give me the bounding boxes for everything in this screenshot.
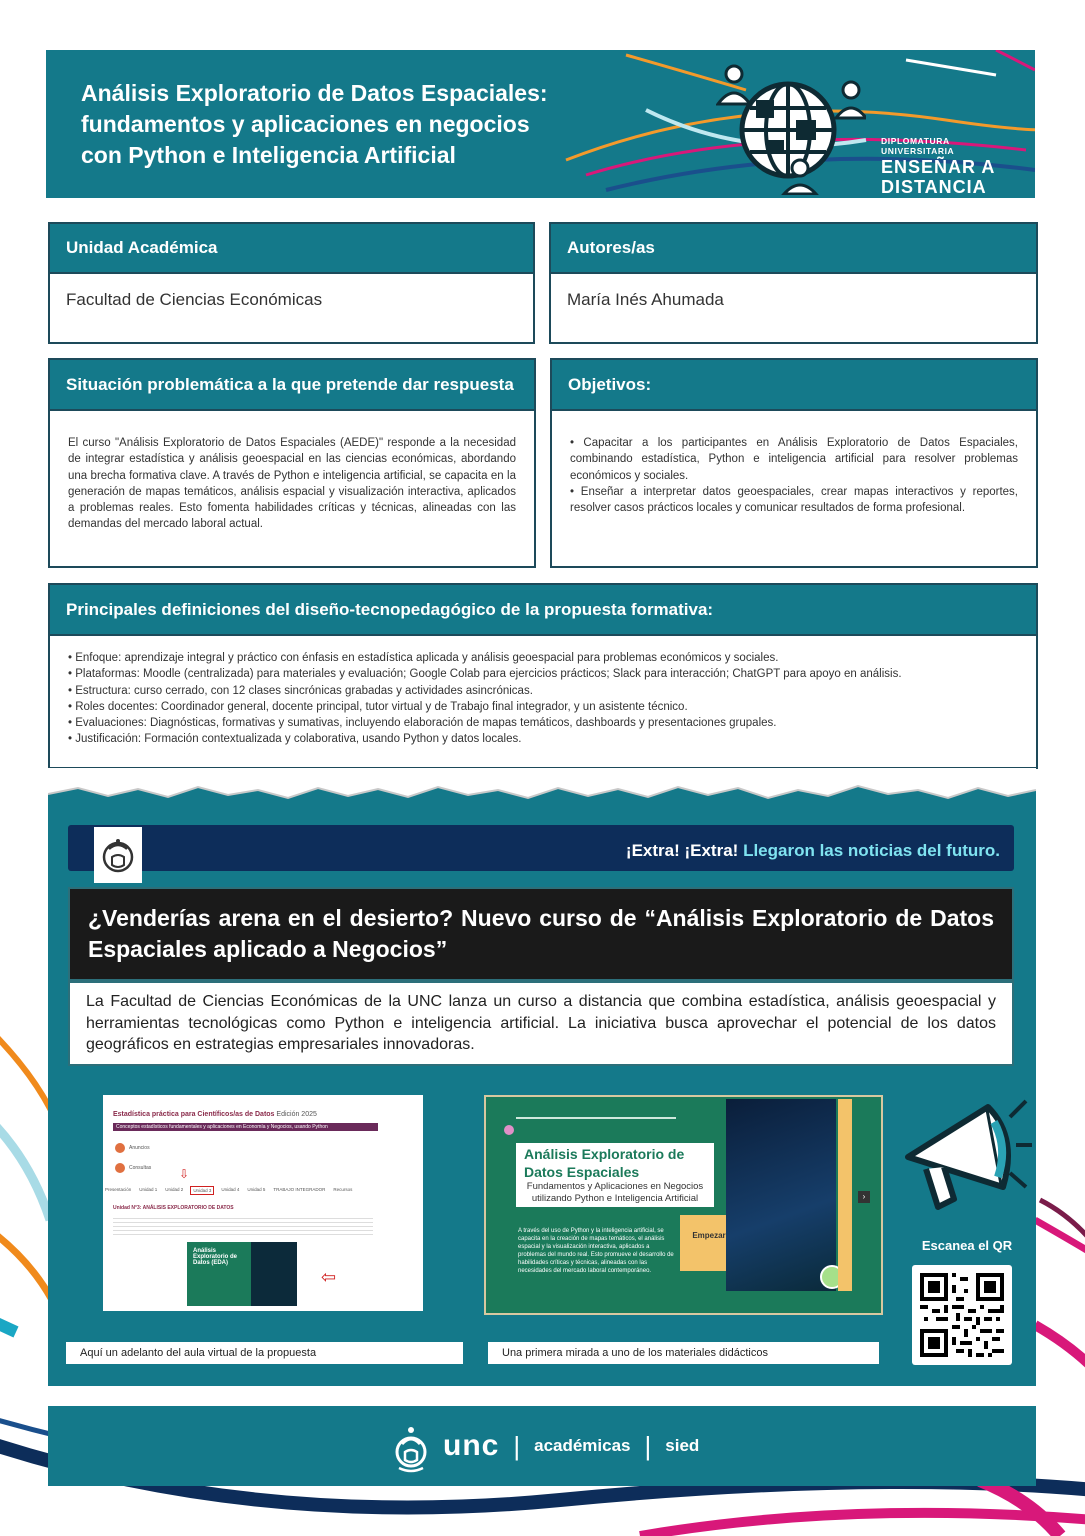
- autores-heading: Autores/as: [551, 224, 1036, 274]
- news-section: [48, 775, 1036, 1386]
- shot2-subtitle-1: Fundamentos y Aplicaciones en Negocios: [526, 1181, 704, 1192]
- shot1-tab: Presentación: [105, 1187, 132, 1192]
- didactic-material-screenshot: [484, 1095, 883, 1315]
- shot1-card-image: [251, 1242, 297, 1306]
- empezar-button[interactable]: Empezar: [680, 1215, 738, 1271]
- shot2-subtitle-2: utilizando Python e Inteligencia Artificial: [531, 1193, 699, 1204]
- footer-logos: [391, 1416, 699, 1476]
- situacion-box: [48, 358, 536, 568]
- unidad-academica-box: [48, 222, 535, 344]
- shot1-card-title: Análisis Exploratorio de Datos (EDA): [193, 1248, 238, 1266]
- definicion-item: • Justificación: Formación contextualizada y colaborativa, usando Python y datos locales.: [68, 731, 1018, 747]
- shot2-tech-image: [726, 1099, 836, 1291]
- footer-separator: |: [644, 1430, 652, 1461]
- shot2-top-line: [516, 1117, 676, 1119]
- shot1-link-2: Consultas: [129, 1165, 152, 1171]
- shot1-tab: TRABAJO INTEGRADOR: [273, 1187, 326, 1192]
- caption-didactic-material: Una primera mirada a uno de los materiales didácticos: [488, 1342, 879, 1364]
- definiciones-heading: Principales definiciones del diseño-tecnopedagógico de la propuesta formativa:: [50, 585, 1036, 636]
- definiciones-box: [48, 583, 1038, 769]
- footer-sied: sied: [665, 1436, 700, 1455]
- shot2-title-box: [516, 1143, 714, 1207]
- next-slide-icon[interactable]: ›: [858, 1191, 870, 1203]
- red-arrow-down-icon: ⇩: [179, 1167, 190, 1181]
- caption-virtual-classroom: Aquí un adelanto del aula virtual de la propuesta: [66, 1342, 463, 1364]
- news-headline: ¿Venderías arena en el desierto? Nuevo curso de “Análisis Exploratorio de Datos Espaciales aplicado a Negocios”: [68, 887, 1014, 981]
- shot2-side-panel: [838, 1099, 852, 1291]
- shot1-text-lines: [113, 1215, 373, 1237]
- objetivos-box: [550, 358, 1038, 568]
- shot1-tab: Unidad 5: [247, 1187, 266, 1192]
- unidad-academica-heading: Unidad Académica: [50, 224, 533, 274]
- definicion-item: • Enfoque: aprendizaje integral y práctico con énfasis en estadística aplicada y análisis geoespacial para problemas económicos y sociales.: [68, 650, 1018, 666]
- header-banner: [46, 50, 1035, 198]
- news-navbar: [68, 825, 1014, 871]
- extra-label: ¡Extra! ¡Extra!: [625, 841, 739, 860]
- qr-code[interactable]: [912, 1265, 1012, 1365]
- megaphone-icon: [898, 1087, 1033, 1227]
- shot1-tabs: [105, 1187, 352, 1194]
- shot1-link-1: Anuncios: [129, 1145, 150, 1151]
- definicion-item: • Plataformas: Moodle (centralizada) para materiales y evaluación; Google Colab para ejercicios prácticos; Slack para interacción; ChatGPT para apoyo en análisis.: [68, 666, 1018, 682]
- red-arrow-left-icon: ⇦: [321, 1267, 337, 1287]
- poster-title: Análisis Exploratorio de Datos Espaciales: fundamentos y aplicaciones en negocios con Python e Inteligencia Artificial: [81, 80, 548, 168]
- footer-academicas: académicas: [534, 1436, 631, 1455]
- unidad-academica-value: Facultad de Ciencias Económicas: [66, 290, 323, 309]
- brand-small-text: DIPLOMATURA UNIVERSITARIA: [881, 136, 955, 156]
- shot1-subtitle: Conceptos estadísticos fundamentales y aplicaciones en Economía y Negocios, usando Python: [113, 1123, 378, 1131]
- brand-logo: [881, 136, 1021, 198]
- objetivos-item-2: • Enseñar a interpretar datos geoespaciales, crear mapas interactivos y reportes, resolver casos prácticos locales y comunicar resultados de forma profesional.: [570, 485, 1018, 515]
- definicion-item: • Estructura: curso cerrado, con 12 clases sincrónicas grabadas y actividades asincrónicas.: [68, 683, 1018, 699]
- shot1-card: [187, 1242, 297, 1306]
- shot1-title: Estadística práctica para Científicos/as de Datos: [113, 1111, 275, 1118]
- objetivos-heading: Objetivos:: [552, 360, 1036, 411]
- footer-unc: unc: [443, 1429, 500, 1462]
- shot1-edition: Edición 2025: [276, 1111, 317, 1118]
- shot1-tab: Unidad 2: [165, 1187, 184, 1192]
- shot1-unit-label: Unidad N°3: ANÁLISIS EXPLORATORIO DE DATOS: [113, 1205, 234, 1211]
- globe-people-icon: [716, 60, 866, 195]
- autores-box: [549, 222, 1038, 344]
- qr-pattern-icon: [912, 1265, 1012, 1365]
- brand-line-1: ENSEÑAR A: [881, 157, 996, 177]
- footer-separator: |: [513, 1430, 521, 1461]
- torn-paper-edge: [48, 768, 1036, 808]
- unc-seal-icon: [94, 827, 142, 883]
- news-lede: La Facultad de Ciencias Económicas de la UNC lanza un curso a distancia que combina estadística, análisis geoespacial y herramientas tecnológicas como Python e inteligencia artificial. La iniciativa busca aprovechar el potencial de los datos geográficos en estrategias empresariales innovadoras.: [68, 981, 1014, 1066]
- shot1-tab: Unidad 4: [221, 1187, 240, 1192]
- shot1-tab: Unidad 1: [139, 1187, 158, 1192]
- forum-icon: [115, 1163, 125, 1173]
- unc-seal-icon: [391, 1416, 431, 1476]
- situacion-text: El curso "Análisis Exploratorio de Datos Espaciales (AEDE)" responde a la necesidad de integrar estadística y análisis geoespacial en las ciencias económicas, abordando una brecha formativa clave. A través de Python e inteligencia artificial, se capacita en la generación de mapas temáticos, análisis espacial y visualización interactiva, aplicados a problemas reales. Esto fomenta habilidades críticas y técnicas, alineadas con las demandas del mercado laboral actual.: [68, 437, 516, 531]
- shot1-tab: Unidad 3: [193, 1188, 212, 1193]
- virtual-classroom-screenshot: [103, 1095, 423, 1311]
- definicion-item: • Roles docentes: Coordinador general, docente principal, tutor virtual y de Trabajo final integrador, y un asistente técnico.: [68, 699, 1018, 715]
- shot2-title-1: Análisis Exploratorio de: [524, 1146, 685, 1162]
- shot1-tab: Recursos: [333, 1187, 353, 1192]
- brand-line-2: DISTANCIA: [881, 177, 987, 197]
- situacion-heading: Situación problemática a la que pretende dar respuesta: [50, 360, 534, 411]
- qr-label: Escanea el QR: [921, 1238, 1013, 1253]
- shot2-title-2: Datos Espaciales: [524, 1164, 640, 1180]
- shot2-body: A través del uso de Python y la inteligencia artificial, se capacita en la creación de mapas temáticos, el análisis espacial y la visualización interactiva, aplicados a problemas del mundo real. Esto promueve el desarrollo de habilidades críticas y técnicas, alineadas con las necesidades del mercado laboral contemporáneo.: [518, 1228, 674, 1274]
- shot2-bullet-icon: [504, 1125, 514, 1135]
- definicion-item: • Evaluaciones: Diagnósticas, formativas y sumativas, incluyendo elaboración de mapas temáticos, dashboards y presentaciones grupales.: [68, 715, 1018, 731]
- definiciones-list: [50, 636, 1036, 748]
- news-extra-text: [626, 841, 1000, 861]
- autores-value: María Inés Ahumada: [567, 290, 724, 309]
- extra-highlight: Llegaron las noticias del futuro.: [743, 841, 1000, 860]
- objetivos-item-1: • Capacitar a los participantes en Análisis Exploratorio de Datos Espaciales, combinando estadística, Python e inteligencia artificial para resolver problemas económicos y sociales.: [570, 437, 1018, 482]
- footer-bar: [48, 1406, 1036, 1486]
- announcements-icon: [115, 1143, 125, 1153]
